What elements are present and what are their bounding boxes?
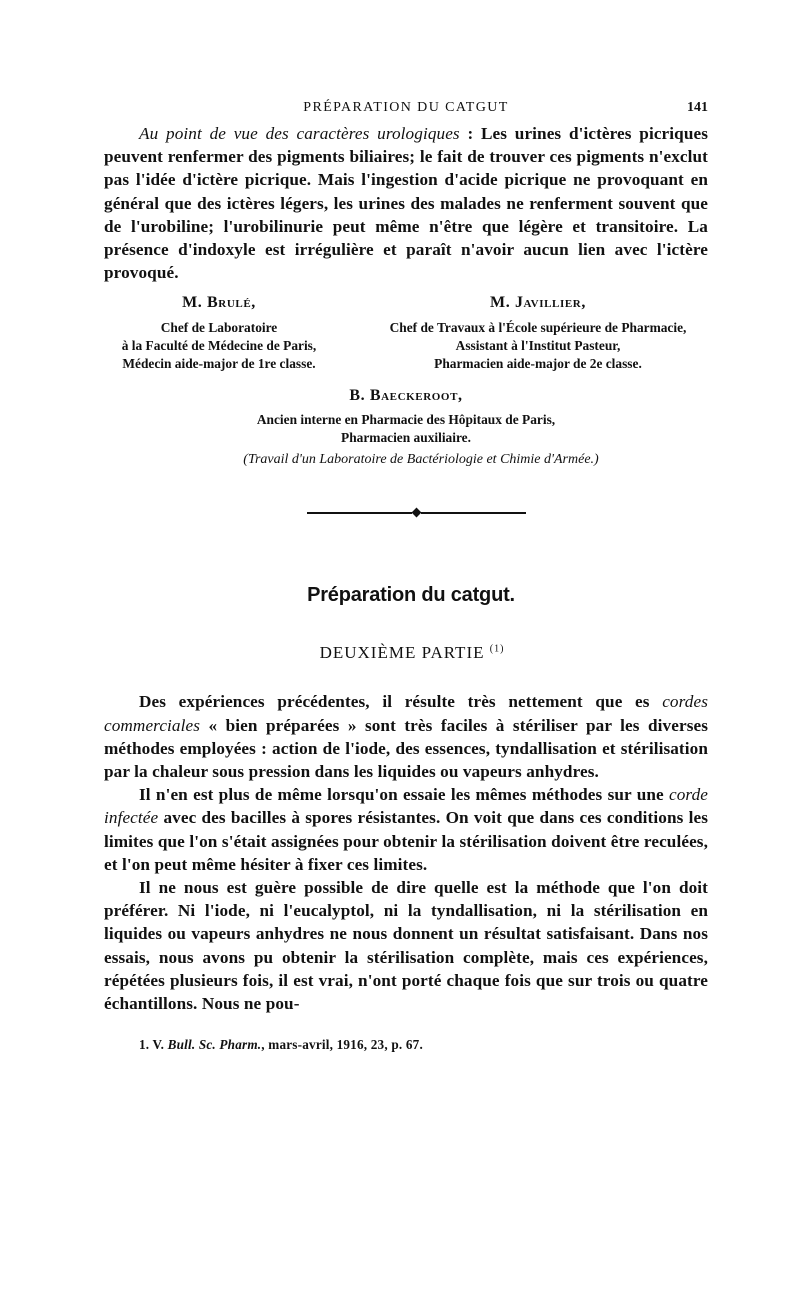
page-number: 141 — [687, 100, 708, 115]
section-heading — [116, 643, 708, 663]
signature-initial: M. — [490, 294, 511, 312]
signature-surname: Brulé, — [207, 294, 256, 312]
article-title: Préparation du catgut. — [307, 584, 515, 607]
footnote-text: , mars-avril, 1916, 23, p. 67. — [261, 1037, 423, 1053]
paragraph-infected-cord — [104, 783, 708, 876]
signature-row — [104, 290, 708, 373]
signature-name — [360, 290, 716, 316]
paragraph-text: : Les urines d'ictères picriques peuvent renfermer des pigments biliaires; le fait de trouver ces pigments n'exclut pas l'idée d'ictère picrique. Mais l'ingestion d'acide picrique ne provoquant en général que des ictères légers, les urines des malades ne renferment souvent que de l'urobiline; l'urobilinurie peut même n'être que légère et transitoire. La présence d'indoxyle est irrégulière et paraît n'avoir aucun lien avec l'ictère provoqué. — [104, 124, 708, 283]
paragraph-text: « bien préparées » sont très faciles à stériliser par les diverses méthodes employées : action de l'iode, des essences, tyndallisation et stérilisation par la chaleur sous pression dans les liquides ou vapeurs anhydres. — [104, 715, 708, 782]
signature-initial: B. — [349, 387, 366, 405]
laboratory-credit: (Travail d'un Laboratoire de Bactériologie et Chimie d'Armée.) — [243, 452, 599, 468]
section-title: DEUXIÈME PARTIE — [319, 643, 485, 663]
divider-line — [307, 512, 412, 514]
paragraph-lead-italic: Au point de vue des caractères urologiques — [139, 124, 460, 143]
signature-brule — [94, 290, 344, 373]
footnote-text: 1. V. — [139, 1037, 168, 1053]
signature-title-line: à la Faculté de Médecine de Paris, — [121, 338, 317, 354]
paragraph-method-choice: Il ne nous est guère possible de dire quelle est la méthode que l'on doit préférer. Ni l'iode, ni l'eucalyptol, ni la tyndallisation, ni la stérilisation en liquides ou vapeurs anhydres ne nous donnent un résultat satisfaisant. Dans nos essais, nous avons pu obtenir la stérilisation complète, mais ces expériences, répétées plusieurs fois, il est vrai, n'ont porté chaque fois que sur trois ou quatre échantillons. Nous ne pou- — [104, 878, 708, 1014]
signature-name — [94, 290, 344, 316]
signature-title-line: Pharmacien auxiliaire. — [341, 430, 471, 446]
paragraph-italic: cordes commerciales — [104, 692, 708, 735]
footnote — [139, 1037, 708, 1053]
paragraph-text: avec des bacilles à spores résistantes. On voit que dans ces conditions les limites que l'on s'était assignées pour obtenir la stérilisation doivent être reculées, et l'on peut même hésiter à fixer ces limites. — [104, 808, 708, 874]
paragraph-commercial-cords — [104, 690, 708, 783]
section-footnote-ref: (1) — [489, 643, 505, 655]
signature-surname: Javillier, — [514, 294, 586, 312]
signature-title-line: Assistant à l'Institut Pasteur, — [455, 338, 621, 354]
section-divider — [124, 509, 708, 516]
divider-line — [421, 512, 526, 514]
paragraph-text: Il n'en est plus de même lorsqu'on essaie les mêmes méthodes sur une — [139, 785, 669, 805]
paragraph-text: Des expériences précédentes, il résulte très nettement que es — [139, 692, 663, 712]
signature-title-line: Médecin aide-major de 1re classe. — [122, 356, 316, 372]
signature-name — [104, 383, 708, 409]
paragraph-italic: corde infectée — [104, 785, 708, 828]
footnote-journal: Bull. Sc. Pharm. — [167, 1037, 262, 1053]
page — [104, 100, 708, 1053]
signature-title-line: Ancien interne en Pharmacie des Hôpitaux de Paris, — [256, 412, 556, 428]
running-title: PRÉPARATION DU CATGUT — [303, 100, 509, 115]
signature-title-line: Pharmacien aide-major de 2e classe. — [434, 356, 642, 372]
running-head — [104, 100, 708, 122]
signature-title-line: Chef de Laboratoire — [160, 320, 278, 336]
signature-initial: M. — [182, 294, 203, 312]
signature-title-line: Chef de Travaux à l'École supérieure de Pharmacie, — [389, 320, 687, 336]
paragraph-urological — [104, 122, 708, 284]
signature-surname: Baeckeroot, — [369, 387, 463, 405]
signature-baeckeroot — [104, 383, 708, 447]
divider-diamond-icon — [411, 508, 421, 518]
signature-javillier — [360, 290, 716, 373]
